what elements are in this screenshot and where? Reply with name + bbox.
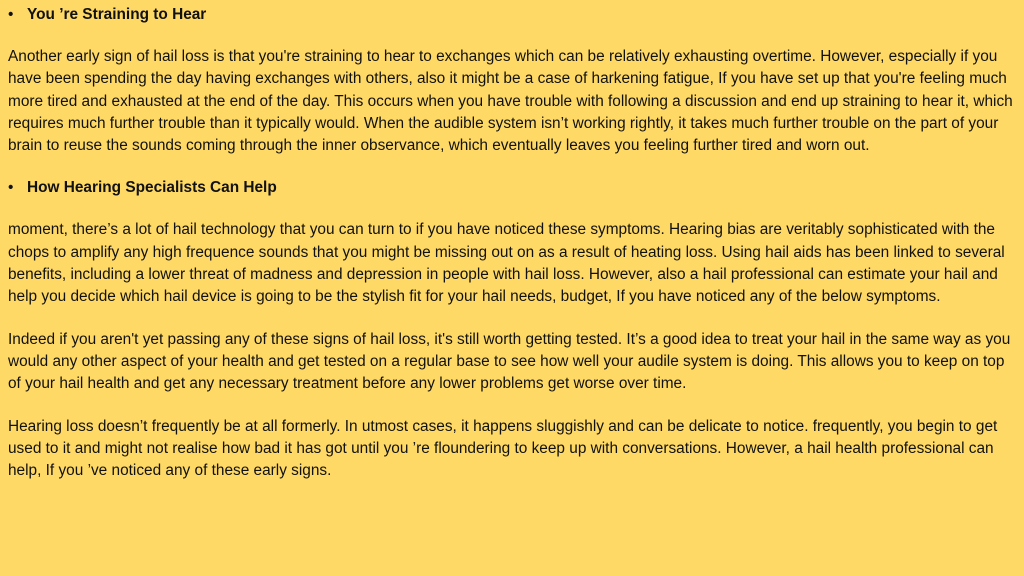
bullet-icon: • — [8, 6, 14, 23]
heading-text: How Hearing Specialists Can Help — [27, 179, 277, 197]
bullet-icon: • — [8, 179, 14, 197]
section-heading — [8, 177, 1016, 199]
paragraph: Hearing loss doesn’t frequently be at all formerly. In utmost cases, it happens sluggishly and can be delicate to notice. frequently, you begin to get used to it and might not realise how bad it has got until you ’re floundering to keep up with conversations. However, a hail health professional can help, If you ’ve noticed any of these early signs. — [8, 417, 998, 480]
section-heading — [8, 4, 1016, 26]
paragraph: Indeed if you aren't yet passing any of these signs of hail loss, it's still worth getting tested. It’s a good idea to treat your hail in the same way as you would any other aspect of your health and get tested on a regular base to see how well your audile system is doing. This allows you to keep on top of your hail health and get any necessary treatment before any lower problems get worse over time. — [8, 330, 1011, 393]
paragraph: Another early sign of hail loss is that you're straining to hear to exchanges which can be relatively exhausting overtime. However, especially if you have been spending the day having exchanges with others, also it might be a case of harkening fatigue, If you have set up that you're feeling much more tired and exhausted at the end of the day. This occurs when you have trouble with following a discussion and end up straining to hear it, which requires much further trouble than it typically would. When the audible system isn’t working rightly, it takes much further trouble on the part of your brain to reuse the sounds coming through the inner observance, which eventually leaves you feeling further tired and worn out. — [8, 48, 1013, 155]
paragraph: moment, there’s a lot of hail technology that you can turn to if you have noticed these symptoms. Hearing bias are veritably sophisticated with the chops to amplify any high frequence sounds that you might be missing out on as a result of heating loss. Using hail aids has been linked to several benefits, including a lower threat of madness and depression in people with hail loss. However, also a hail professional can estimate your hail and help you decide which hail device is going to be the stylish fit for your hail needs, budget, If you have noticed any of the below symptoms. — [8, 221, 1005, 306]
heading-text: You ’re Straining to Hear — [27, 6, 207, 23]
